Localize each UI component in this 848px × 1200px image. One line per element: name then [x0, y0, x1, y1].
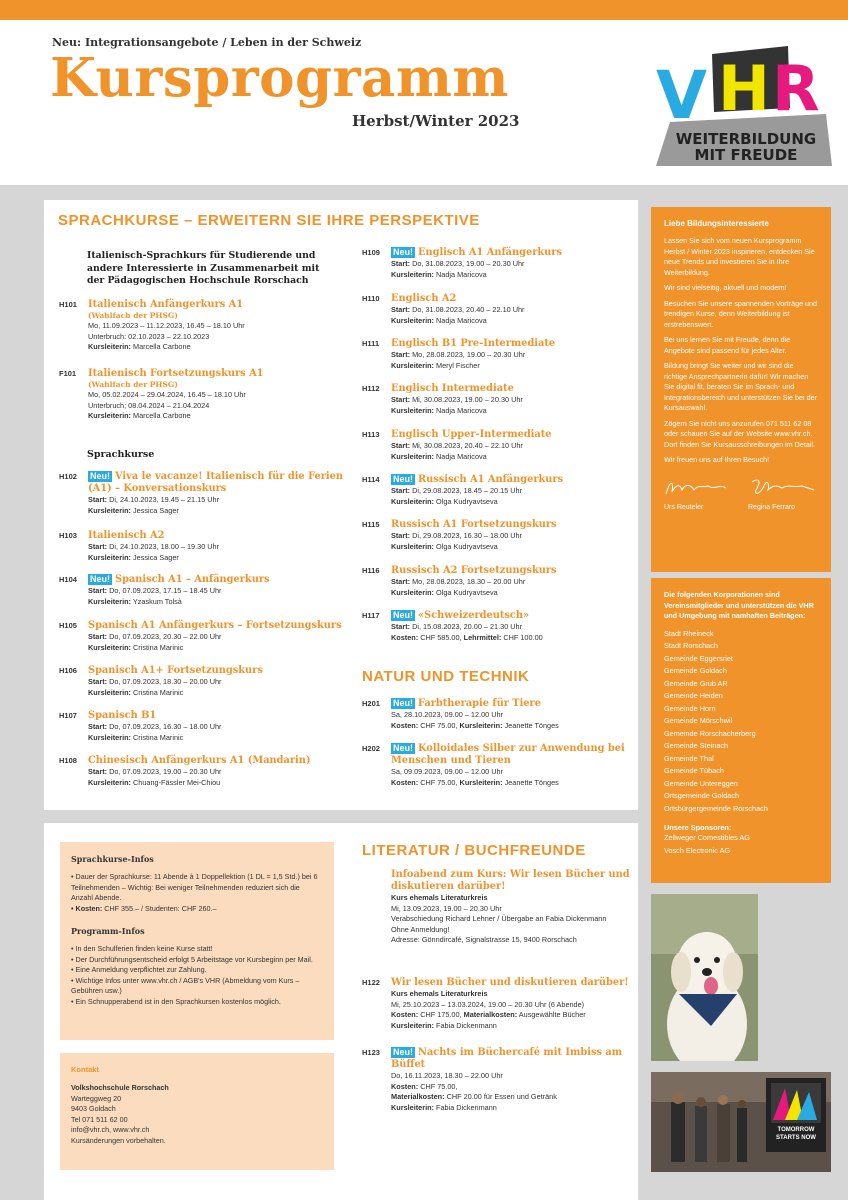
material-value: CHF 20.00 für Essen und Getränk [446, 1092, 557, 1101]
contact-title: Kontakt [71, 1065, 99, 1074]
course-subtitle: Kurs ehemals Literaturkreis [391, 989, 488, 998]
course-name: «Schweizerdeutsch» [418, 610, 530, 621]
info-duration: • Dauer der Sprachkurse: 11 Abende à 1 Doppellektion (1 DL = 1,5 Std.) bei 6 Teilnehmenden – Wichtig: Bei weniger Teilnehmenden reduziert sich die Anzahl Abende. [71, 872, 318, 902]
course-start: Mo, 28.08.2023, 19.00 – 20.30 Uhr [412, 350, 526, 359]
subhead-sprachkurse: Sprachkurse [87, 449, 155, 460]
supertitle: Neu: Integrationsangebote / Leben in der Schweiz [52, 36, 362, 49]
course-code: H109 [362, 248, 380, 257]
neu-badge: Neu! [393, 743, 413, 753]
leader-value: Jeanette Tönges [504, 777, 559, 787]
course-h114[interactable] [362, 474, 651, 507]
info-cost-label: • Kosten: [71, 903, 103, 913]
course-code: H106 [59, 666, 77, 675]
material-value: Ausgewählte Bücher [518, 1010, 586, 1019]
signature-ferraro [748, 476, 818, 511]
course-start: Do, 31.08.2023, 19.00 – 20.30 Uhr [412, 259, 525, 268]
course-name: Viva le vacanze! Italienisch für die Ferien (A1) – Konversationskurs [88, 471, 343, 494]
start-label: Start: [391, 531, 411, 540]
member-list-item: Ortsgemeinde Goldach [664, 791, 740, 800]
start-label: Start: [88, 542, 108, 551]
member-list-item: Gemeinde Thal [664, 753, 714, 763]
member-list-item: Stadt Rorschach [664, 641, 718, 650]
neu-badge: Neu! [393, 474, 413, 484]
course-start: Do, 07.09.2023, 16.30 – 18.00 Uhr [109, 722, 222, 731]
course-name: Farbtherapie für Tiere [418, 698, 541, 709]
leader-value: Cristina Marinic [133, 642, 184, 652]
course-name: Russisch A1 Fortsetzungskurs [391, 519, 557, 530]
contact-note: Kursänderungen vorbehalten. [71, 1135, 166, 1145]
info-bullet: • In den Schulferien finden keine Kurse statt! [71, 944, 213, 953]
course-name: Wir lesen Bücher und diskutieren darüber! [391, 977, 629, 988]
course-subtitle: (Wahlfach der PHSG) [88, 380, 178, 389]
leader-value: Chuang-Fässler Mei-Chiou [133, 777, 221, 787]
info-bullet: • Ein Schnupperabend ist in den Sprachkursen kostenlos möglich. [71, 996, 281, 1006]
course-code: H112 [362, 384, 380, 393]
neu-badge: Neu! [393, 1047, 413, 1057]
leader-value: Marcella Carbone [133, 342, 191, 351]
signature-reuteler [664, 476, 734, 511]
sponsor-list-item: Zellweger Comestibles AG [664, 833, 750, 842]
course-h115[interactable] [362, 519, 651, 552]
start-label: Start: [391, 305, 411, 314]
course-subtitle: (Wahlfach der PHSG) [88, 311, 178, 320]
neu-badge: Neu! [393, 247, 413, 257]
course-name: Englisch B1 Pre-Intermediate [391, 338, 556, 349]
course-date: Sa, 09.09.2023, 09.00 – 12.00 Uhr [391, 767, 503, 776]
course-start: Di, 24.10.2023, 19.45 – 21.15 Uhr [109, 495, 220, 504]
course-start: Do, 07.09.2023, 19.00 – 20.30 Uhr [109, 767, 222, 776]
course-code: H107 [59, 711, 77, 720]
leader-label: Kursleiterin: [88, 687, 131, 697]
info-title-sprachkurse: Sprachkurse-Infos [71, 854, 154, 864]
cost-value: CHF 75.00, [420, 1081, 458, 1091]
course-start: Do, 07.09.2023, 18.30 – 20.00 Uhr [109, 677, 222, 686]
leader-value: Fabia Dickenmann [436, 1020, 497, 1030]
start-label: Start: [88, 722, 108, 731]
cost-label: Kosten: [391, 1010, 419, 1019]
course-code: H123 [362, 1048, 380, 1057]
leader-value: Yzaskum Tolsà [132, 596, 182, 606]
leader-label: Kursleiterin: [391, 315, 434, 325]
course-date: Do, 16.11.2023, 18.30 – 22.00 Uhr [391, 1071, 503, 1080]
leader-label: Kursleiterin: [88, 777, 131, 787]
leader-label: Kursleiterin: [391, 587, 434, 597]
course-name: Englisch A2 [391, 293, 457, 304]
leader-label: Kursleiterin: [88, 552, 131, 562]
leader-value: Nadja Maricova [436, 269, 487, 279]
member-list-item: Stadt Rheineck [664, 628, 714, 638]
start-label: Start: [391, 350, 411, 359]
course-h102[interactable] [59, 471, 348, 516]
course-name: Italienisch Fortsetzungskurs A1 [88, 368, 264, 379]
season-label: Herbst/Winter 2023 [352, 112, 520, 130]
svg-text:R: R [772, 52, 820, 125]
member-list-item: Gemeinde Tübach [664, 766, 724, 775]
greeting-p7: Wir freuen uns auf Ihren Besuch! [664, 455, 770, 464]
course-h116[interactable] [362, 565, 651, 598]
course-code: H117 [362, 611, 380, 620]
course-code: H116 [362, 566, 380, 575]
course-break: Unterbruch; 08.04.2024 – 21.04.2024 [88, 400, 210, 410]
course-h111[interactable] [362, 338, 651, 371]
leader-label: Kursleiterin: [391, 360, 434, 370]
course-code: H114 [362, 475, 380, 484]
leader-label: Kursleiterin: [391, 1020, 434, 1030]
contact-street: Warteggweg 20 [71, 1093, 122, 1103]
logo-tagline-1: WEITERBILDUNG [675, 130, 817, 148]
svg-text:H: H [718, 52, 770, 125]
start-label: Start: [391, 441, 411, 450]
leader-label: Kursleiterin: [88, 411, 131, 420]
start-label: Start: [88, 677, 108, 686]
course-h110[interactable] [362, 293, 651, 326]
cost-value: CHF 75.00, [420, 720, 458, 730]
leader-value: Cristina Marinic [133, 687, 184, 697]
course-code: H104 [59, 575, 77, 584]
course-h109[interactable] [362, 247, 651, 280]
logo-tagline-2: MIT FREUDE [694, 146, 798, 164]
start-label: Start: [88, 632, 108, 641]
course-code: F101 [59, 369, 77, 378]
greeting-box [651, 207, 831, 572]
info-bullet: • Wichtige Infos unter www.vhr.ch / AGB's VHR (Abmeldung vom Kurs – Gebühren usw.) [71, 975, 300, 995]
course-start: Di, 24.10.2023, 18.00 – 19.30 Uhr [109, 542, 220, 551]
course-h112[interactable] [362, 383, 651, 416]
contact-email: info@vhr.ch, www.vhr.ch [71, 1125, 150, 1134]
leader-label: Kursleiterin: [391, 405, 434, 415]
course-f101[interactable] [59, 368, 348, 422]
course-h122[interactable] [362, 977, 641, 1031]
start-label: Start: [391, 622, 411, 631]
neu-badge: Neu! [90, 574, 110, 584]
leader-label: Kursleiterin: [391, 496, 434, 506]
greeting-p3: Besuchen Sie unsere spannenden Vorträge und trendigen Kurse, denn Weiterbildung ist erstrebenswert. [664, 298, 818, 329]
leader-value: Olga Kudryavtseva [436, 496, 498, 506]
sponsors-box [651, 578, 831, 883]
leader-value: Cristina Marinic [133, 732, 184, 742]
section-title-sprachkurse: SPRACHKURSE – ERWEITERN SIE IHRE PERSPEKTIVE [58, 212, 480, 229]
sponsor-list [664, 832, 818, 857]
greeting-p1: Lassen Sie sich vom neuen Kursprogramm Herbst / Winter 2023 inspirieren, entdecken Sie neue Trends und investieren Sie in Ihre Weiterbildung. [664, 236, 815, 277]
start-label: Start: [391, 395, 411, 404]
leader-value: Nadja Maricova [436, 315, 487, 325]
member-list-item: Gemeinde Horn [664, 703, 716, 713]
section-title-natur: NATUR UND TECHNIK [362, 668, 530, 685]
course-date: Mi, 13.09.2023, 19.00 – 20.30 Uhr [391, 903, 502, 913]
top-accent-bar [0, 0, 848, 20]
course-name: Chinesisch Anfängerkurs A1 (Mandarin) [88, 755, 311, 766]
neu-badge: Neu! [393, 698, 413, 708]
course-infoabend[interactable] [391, 869, 631, 946]
member-list-item: Ortsbürgergemeinde Rorschach [664, 803, 768, 813]
start-label: Start: [88, 586, 108, 595]
course-note: Ohne Anmeldung! [391, 924, 450, 934]
course-name: Spanisch B1 [88, 710, 157, 721]
greeting-p4: Bei uns lernen Sie mit Freude, denn die Angebote sind passend für jedes Alter. [664, 335, 791, 355]
course-code: H102 [59, 472, 77, 481]
course-h202[interactable] [362, 743, 631, 788]
leader-label: Kursleiterin: [459, 720, 503, 730]
material-value: CHF 100.00 [503, 632, 543, 642]
vhr-logo [656, 34, 836, 169]
leader-value: Jessica Sager [133, 505, 179, 515]
course-code: H201 [362, 699, 380, 708]
leader-value: Olga Kudryavtseva [436, 541, 498, 551]
leader-label: Kursleiterin: [88, 732, 131, 742]
course-date: Sa, 28.10.2023, 09.00 – 12.00 Uhr [391, 710, 503, 719]
material-label: Materialkosten: [391, 1092, 445, 1101]
leader-label: Kursleiterin: [88, 342, 131, 351]
member-list-item: Gemeinde Eggersriet [664, 653, 733, 663]
start-label: Start: [391, 259, 411, 268]
member-list-item: Gemeinde Goldach [664, 666, 727, 675]
course-name: Infoabend zum Kurs: Wir lesen Bücher und diskutieren darüber! [391, 869, 630, 892]
svg-text:V: V [656, 57, 708, 134]
info-cost: CHF 355.– / Studenten: CHF 260.– [104, 903, 217, 913]
course-h123[interactable] [362, 1047, 631, 1113]
page-title: Kursprogramm [50, 47, 510, 109]
leader-label: Kursleiterin: [88, 505, 131, 515]
course-code: H101 [59, 300, 77, 309]
course-code: H113 [362, 430, 380, 439]
course-name: Spanisch A1 Anfängerkurs – Fortsetzungskurs [88, 620, 342, 631]
course-h117[interactable] [362, 610, 651, 643]
course-break: Unterbruch: 02.10.2023 – 22.10.2023 [88, 331, 210, 341]
course-h105[interactable] [59, 620, 350, 653]
greeting-title: Liebe Bildungsinteressierte [664, 219, 769, 228]
leader-value: Nadja Maricova [436, 405, 487, 415]
course-start: Mi, 30.08.2023, 19.00 – 20.30 Uhr [412, 395, 523, 404]
sponsors-title: Unsere Sponsoren: [664, 823, 732, 832]
course-h101[interactable] [59, 299, 348, 353]
member-list-item: Gemeinde Steinach [664, 741, 729, 750]
course-address: Adresse: Gönndircafé, Signalstrasse 15, 9400 Rorschach [391, 935, 577, 944]
leader-label: Kursleiterin: [88, 596, 131, 606]
sponsor-list-item: Vosch Electronic AG [664, 845, 731, 855]
course-code: H110 [362, 294, 380, 303]
material-label: Materialkosten: [463, 1010, 518, 1019]
member-list [664, 628, 818, 816]
contact-org: Volkshochschule Rorschach [71, 1083, 169, 1092]
course-name: Nachts im Büchercafé mit Imbiss am Büffet [391, 1047, 623, 1070]
course-code: H111 [362, 339, 380, 348]
course-name: Italienisch Anfängerkurs A1 [88, 299, 244, 310]
course-h113[interactable] [362, 429, 651, 462]
tomorrow-sign: TOMORROW STARTS NOW [776, 1127, 816, 1141]
cost-label: Kosten: [391, 720, 419, 730]
dog-photo [651, 894, 758, 1061]
leader-label: Kursleiterin: [391, 269, 434, 279]
course-start: Mi, 30.08.2023, 20.40 – 22.10 Uhr [412, 441, 523, 450]
course-start: Di, 15.08.2023, 20.00 – 21.30 Uhr [412, 622, 523, 631]
cost-label: Kosten: [391, 1081, 419, 1091]
member-list-item: Gemeinde Grub AR [664, 678, 728, 688]
course-name: Russisch A2 Fortsetzungskurs [391, 565, 557, 576]
course-h201[interactable] [362, 698, 651, 731]
course-start: Di, 29.08.2023, 18.45 – 20.15 Uhr [412, 486, 523, 495]
cost-value: CHF 175.00, [420, 1010, 462, 1019]
course-h106[interactable] [59, 665, 348, 698]
leader-value: Nadja Maricova [436, 451, 487, 461]
course-subtitle: Kurs ehemals Literaturkreis [391, 893, 488, 902]
sponsors-intro: Die folgenden Korporationen sind Vereinsmitglieder und unterstützen die VHR und Umgebung mit namhaften Beiträgen: [664, 590, 814, 620]
course-name: Spanisch A1+ Fortsetzungskurs [88, 665, 263, 676]
course-h104[interactable] [59, 574, 348, 607]
contact-city: 9403 Goldach [71, 1104, 116, 1113]
course-start: Do, 07.09.2023, 20.30 – 22.00 Uhr [109, 632, 222, 641]
start-label: Start: [391, 486, 411, 495]
course-name: Italienisch A2 [88, 530, 165, 541]
leader-value: Olga Kudryavtseva [436, 587, 498, 597]
course-date: Mo, 11.09.2023 – 11.12.2023, 16.45 – 18.10 Uhr [88, 321, 245, 330]
course-code: H115 [362, 520, 380, 529]
neu-badge: Neu! [393, 610, 413, 620]
greeting-p6: Zögern Sie nicht uns anzurufen 071 511 62 08 oder schauen Sie auf der Website www.vhr.ch. Dort finden Sie Kursausschreibungen im Detail. [664, 418, 816, 449]
course-h107[interactable] [59, 710, 348, 743]
section-title-literatur: LITERATUR / BUCHFREUNDE [362, 842, 586, 859]
member-list-item: Gemeinde Heiden [664, 691, 723, 700]
leader-label: Kursleiterin: [391, 1102, 434, 1112]
signer-name: Urs Reuteler [664, 503, 704, 511]
cost-label: Kosten: [391, 777, 419, 787]
greeting-p5: Bildung bringt Sie weiter und wir sind die richtige Ansprechpartnerin dafür! Wir machen Sie digital fit, beraten Sie im Sprach- und Integrationsbereich und unterstützen Sie bei der Kursauswahl. [664, 361, 818, 412]
contact-phone: Tel 071 511 62 00 [71, 1114, 128, 1124]
course-name: Englisch A1 Anfängerkurs [418, 247, 562, 258]
signer-name: Regina Ferraro [748, 503, 796, 511]
course-start: Do, 31.08.2023, 20.40 – 22.10 Uhr [412, 305, 525, 314]
start-label: Start: [88, 495, 108, 504]
course-date: Mo, 05.02.2024 – 29.04.2024, 16.45 – 18.10 Uhr [88, 390, 246, 399]
leader-label: Kursleiterin: [391, 451, 434, 461]
info-bullet: • Der Durchführungsentscheid erfolgt 5 Arbeitstage vor Kursbeginn per Mail. [71, 954, 313, 964]
material-label: Lehrmittel: [463, 632, 502, 642]
course-code: H202 [362, 744, 380, 753]
course-code: H105 [59, 621, 77, 630]
member-list-item: Gemeinde Mörschwil [664, 716, 733, 725]
course-name: Spanisch A1 – Anfängerkurs [115, 574, 270, 585]
info-title-programm: Programm-Infos [71, 926, 145, 936]
course-h108[interactable] [59, 755, 348, 788]
leader-label: Kursleiterin: [459, 777, 503, 787]
contact-box [60, 1053, 334, 1170]
course-date: Mi, 25.10.2023 – 13.03.2024, 19.00 – 20.30 Uhr (6 Abende) [391, 999, 585, 1009]
cost-label: Kosten: [391, 632, 419, 642]
course-code: H108 [59, 756, 77, 765]
leader-value: Fabia Dickenmann [436, 1102, 497, 1112]
info-bullet: • Eine Anmeldung verpflichtet zur Zahlung. [71, 965, 207, 974]
course-name: Kolloidales Silber zur Anwendung bei Menschen und Tieren [391, 743, 625, 766]
course-code: H103 [59, 531, 77, 540]
course-h103[interactable] [59, 530, 348, 563]
info-box [60, 842, 334, 1040]
course-name: Russisch A1 Anfängerkurs [418, 474, 564, 485]
leader-value: Meryl Fischer [436, 360, 480, 370]
neu-badge: Neu! [90, 471, 110, 481]
course-code: H122 [362, 978, 380, 987]
leader-label: Kursleiterin: [88, 642, 131, 652]
greeting-p2: Wir sind vielseitig, aktuell und modern! [664, 283, 787, 292]
course-note: Verabschiedung Richard Lehner / Übergabe an Fabia Dickenmann [391, 914, 607, 923]
course-start: Mo, 28.08.2023, 18.30 – 20.00 Uhr [412, 577, 526, 586]
leader-label: Kursleiterin: [391, 541, 434, 551]
member-list-item: Gemeinde Untereggen [664, 778, 738, 788]
course-name: Englisch Intermediate [391, 383, 514, 394]
start-label: Start: [391, 577, 411, 586]
cost-value: CHF 585.00, [420, 632, 462, 642]
street-photo [651, 1072, 831, 1172]
course-start: Do, 07.09.2023, 17.15 – 18.45 Uhr [109, 586, 222, 595]
leader-value: Jeanette Tönges [504, 720, 559, 730]
leader-value: Jessica Sager [133, 552, 179, 562]
member-list-item: Gemeinde Rorschacherberg [664, 728, 756, 738]
cost-value: CHF 75.00, [420, 777, 458, 787]
intro-italienisch: Italienisch-Sprachkurs für Studierende und andere Interessierte in Zusammenarbeit mit der Pädagogischen Hochschule Rorschach [87, 250, 320, 286]
start-label: Start: [88, 767, 108, 776]
leader-value: Marcella Carbone [133, 411, 191, 420]
course-start: Di, 29.08.2023, 16.30 – 18.00 Uhr [412, 531, 523, 540]
course-name: Englisch Upper-Intermediate [391, 429, 552, 440]
